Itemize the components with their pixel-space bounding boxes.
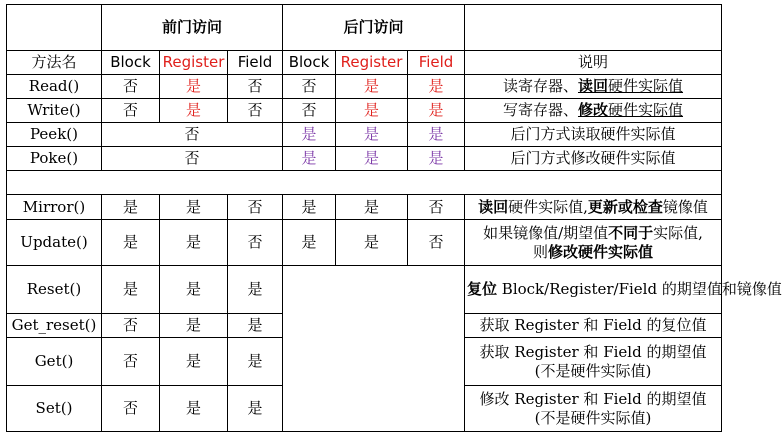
spacer-row <box>7 171 722 195</box>
method-name: Reset() <box>7 266 102 314</box>
method-name: Read() <box>7 75 102 99</box>
subheader-row <box>7 51 722 75</box>
back-register-cell: 是 <box>336 220 408 266</box>
desc-text: 读寄存器、 <box>502 77 578 95</box>
back-field-cell: 是 <box>408 123 465 147</box>
spacer-cell <box>7 171 722 195</box>
desc-emphasis: 不同于 <box>608 223 654 242</box>
method-name: Poke() <box>7 147 102 171</box>
corner-cell <box>7 5 102 51</box>
desc-text: 实际值, <box>653 223 703 242</box>
desc-emphasis: 更新或检查 <box>587 197 663 216</box>
front-register-header: Register <box>160 51 228 75</box>
desc-text: (不是硬件实际值) <box>534 361 652 380</box>
front-field-cell: 否 <box>228 99 283 123</box>
table-row <box>7 195 722 220</box>
back-door-header: 后门访问 <box>283 5 465 51</box>
back-block-header: Block <box>283 51 336 75</box>
desc-text: 修改 Register 和 Field 的期望值 <box>479 389 707 408</box>
front-merged-cell: 否 <box>102 123 283 147</box>
description-cell <box>465 338 722 386</box>
front-register-cell: 是 <box>160 220 228 266</box>
method-name: Peek() <box>7 123 102 147</box>
table-row <box>7 123 722 147</box>
back-block-cell: 是 <box>283 195 336 220</box>
front-register-cell: 是 <box>160 386 228 432</box>
desc-emphasis: 读回 <box>478 197 509 216</box>
back-register-header: Register <box>336 51 408 75</box>
front-register-cell: 是 <box>160 314 228 338</box>
header-desc-cell <box>465 5 722 51</box>
desc-text: 镜像值 <box>662 197 708 216</box>
description-cell <box>465 75 722 99</box>
description-cell <box>465 220 722 266</box>
back-block-cell: 否 <box>283 99 336 123</box>
table-row <box>7 147 722 171</box>
front-field-cell: 否 <box>228 195 283 220</box>
desc-emphasis: 复位 <box>467 280 498 298</box>
method-name: Write() <box>7 99 102 123</box>
front-field-cell: 否 <box>228 75 283 99</box>
back-register-cell: 是 <box>336 195 408 220</box>
front-block-cell: 是 <box>102 266 160 314</box>
method-name: Get() <box>7 338 102 386</box>
front-block-cell: 否 <box>102 99 160 123</box>
method-name: Get_reset() <box>7 314 102 338</box>
front-register-cell: 是 <box>160 99 228 123</box>
desc-emphasis: 修改硬件实际值 <box>548 242 654 261</box>
back-block-cell: 是 <box>283 147 336 171</box>
front-block-cell: 是 <box>102 195 160 220</box>
desc-text: Block/Register/Field 的期望值和镜像值 <box>501 280 782 298</box>
table-row <box>7 75 722 99</box>
method-name: Set() <box>7 386 102 432</box>
front-register-cell: 是 <box>160 338 228 386</box>
method-column-header: 方法名 <box>7 51 102 75</box>
description-cell: 后门方式读取硬件实际值 <box>465 123 722 147</box>
method-name: Update() <box>7 220 102 266</box>
desc-text: (不是硬件实际值) <box>534 408 652 427</box>
desc-text: 获取 Register 和 Field 的期望值 <box>479 342 707 361</box>
header-row <box>7 5 722 51</box>
back-register-cell: 是 <box>336 99 408 123</box>
desc-text: 则 <box>532 242 548 261</box>
front-block-cell: 否 <box>102 386 160 432</box>
front-merged-cell: 否 <box>102 147 283 171</box>
back-field-cell: 否 <box>408 220 465 266</box>
front-block-cell: 是 <box>102 220 160 266</box>
desc-emphasis: 修改 <box>577 101 608 119</box>
front-register-cell: 是 <box>160 266 228 314</box>
front-door-header: 前门访问 <box>102 5 283 51</box>
desc-text: 硬件实际值 <box>608 77 684 95</box>
back-register-cell: 是 <box>336 123 408 147</box>
back-register-cell: 是 <box>336 147 408 171</box>
desc-emphasis: 读回 <box>577 77 608 95</box>
front-field-cell: 是 <box>228 266 283 314</box>
back-field-cell: 否 <box>408 195 465 220</box>
back-register-cell: 是 <box>336 75 408 99</box>
front-field-header: Field <box>228 51 283 75</box>
back-field-header: Field <box>408 51 465 75</box>
front-block-cell: 否 <box>102 314 160 338</box>
description-column-header: 说明 <box>465 51 722 75</box>
desc-text: 写寄存器、 <box>502 101 578 119</box>
desc-text: 硬件实际值 <box>608 101 684 119</box>
back-field-cell: 是 <box>408 75 465 99</box>
back-block-cell: 是 <box>283 123 336 147</box>
desc-text: 硬件实际值, <box>508 197 588 216</box>
front-block-cell: 否 <box>102 338 160 386</box>
description-cell <box>465 386 722 432</box>
back-field-cell: 是 <box>408 99 465 123</box>
table-row <box>7 266 722 314</box>
front-field-cell: 否 <box>228 220 283 266</box>
description-cell: 后门方式修改硬件实际值 <box>465 147 722 171</box>
desc-text: 如果镜像值/期望值 <box>483 223 609 242</box>
front-register-cell: 是 <box>160 195 228 220</box>
description-cell <box>465 99 722 123</box>
register-access-table <box>6 4 782 432</box>
back-field-cell: 是 <box>408 147 465 171</box>
front-register-cell: 是 <box>160 75 228 99</box>
table-row <box>7 220 722 266</box>
front-block-cell: 否 <box>102 75 160 99</box>
method-name: Mirror() <box>7 195 102 220</box>
description-cell <box>465 195 722 220</box>
back-block-cell: 是 <box>283 220 336 266</box>
front-field-cell: 是 <box>228 314 283 338</box>
front-block-header: Block <box>102 51 160 75</box>
back-door-empty-block <box>283 266 465 432</box>
description-cell <box>465 266 782 314</box>
front-field-cell: 是 <box>228 338 283 386</box>
front-field-cell: 是 <box>228 386 283 432</box>
back-block-cell: 否 <box>283 75 336 99</box>
description-cell: 获取 Register 和 Field 的复位值 <box>465 314 722 338</box>
table-row <box>7 99 722 123</box>
